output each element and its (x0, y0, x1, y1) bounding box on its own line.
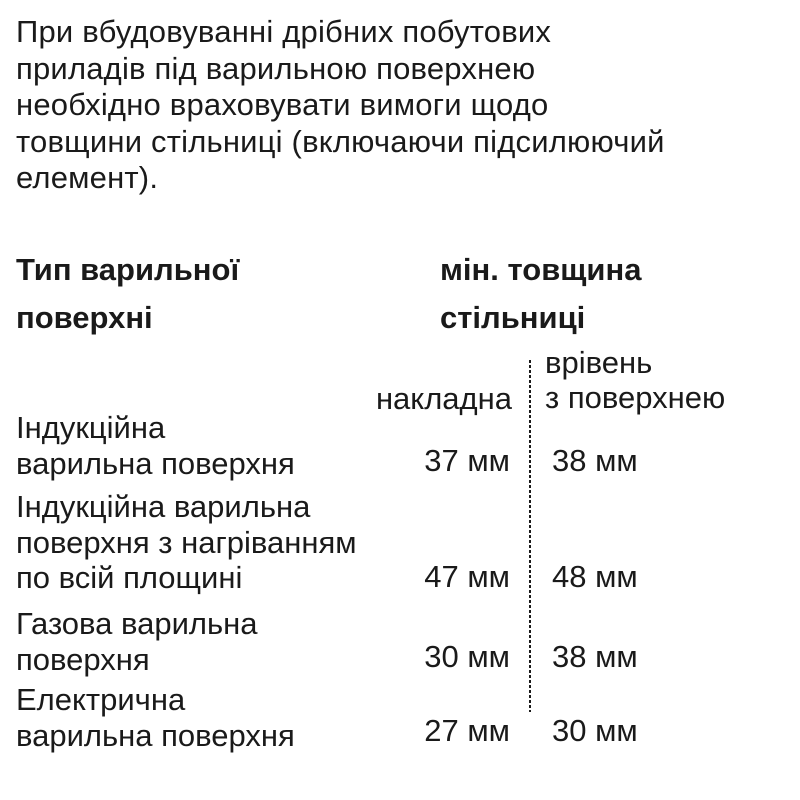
column-divider (529, 360, 531, 712)
row-label-induction-full-area: Індукційна варильна поверхня з нагріванням по всій площині (16, 489, 357, 595)
value-overlay: 37 мм (424, 443, 510, 478)
value-flush: 38 мм (552, 443, 638, 478)
intro-line: товщини стільниці (включаючи підсилюючий (16, 123, 665, 159)
row-label-electric: Електрична варильна поверхня (16, 682, 295, 753)
value-flush: 38 мм (552, 639, 638, 674)
column-header-min-thickness: мін. товщина стільниці (440, 252, 642, 335)
intro-line: необхідно враховувати вимоги щодо (16, 87, 549, 122)
intro-paragraph (16, 14, 800, 197)
subheader-flush: врівень з поверхнею (545, 345, 726, 415)
subheader-overlay: накладна (375, 381, 512, 416)
value-overlay: 47 мм (424, 559, 510, 594)
value-overlay: 30 мм (424, 639, 510, 674)
row-label-gas: Газова варильна поверхня (16, 606, 258, 677)
row-label-induction: Індукційна варильна поверхня (16, 410, 295, 481)
value-flush: 30 мм (552, 713, 638, 748)
value-overlay: 27 мм (424, 713, 510, 748)
intro-line: При вбудовуванні дрібних побутових (16, 14, 552, 49)
value-flush: 48 мм (552, 559, 638, 594)
intro-line: елемент). (16, 160, 159, 195)
intro-line: приладів під варильною поверхнею (16, 50, 536, 86)
column-header-hob-type: Тип варильної поверхні (16, 252, 240, 335)
